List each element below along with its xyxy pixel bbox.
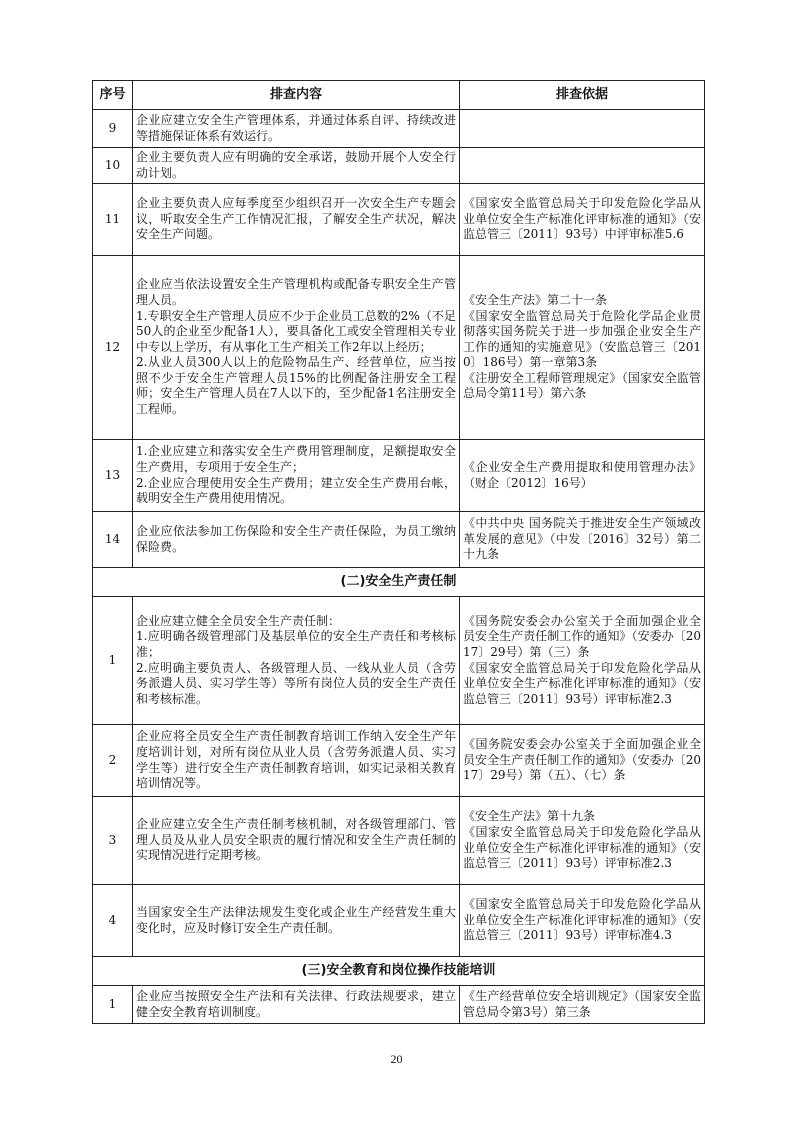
row-number: 11 (93, 184, 133, 256)
row-number: 2 (93, 725, 133, 797)
row-number: 4 (93, 885, 133, 957)
table-header-row (93, 81, 705, 110)
row-content: 企业应建立健全全员安全生产责任制： 1.应明确各级管理部门及基层单位的安全生产责任和考核标准； 2.应明确主要负责人、各级管理人员、一线从业人员（含劳务派遣人员、实习学生等）等所有岗位人员的安全生产责任和考核标准。 (133, 597, 460, 725)
row-number: 1 (93, 986, 133, 1024)
row-content: 企业应当按照安全生产法和有关法律、行政法规要求，建立健全安全教育培训制度。 (133, 986, 460, 1024)
table-row (93, 440, 705, 512)
row-basis: 《企业安全生产费用提取和使用管理办法》（财企〔2012〕16号） (460, 440, 705, 512)
row-basis: 《国务院安委会办公室关于全面加强企业全员安全生产责任制工作的通知》（安委办〔2017〕29号）第（五）、（七）条 (460, 725, 705, 797)
row-content: 企业应当依法设置安全生产管理机构或配备专职安全生产管理人员。 1.专职安全生产管理人员应不少于企业员工总数的2%（不足50人的企业至少配备1人），要具备化工或安全管理相关专业中专以上学历，有从事化工生产相关工作2年以上经历； 2.从业人员300人以上的危险物品生产、经营单位，应当按照不少于安全生产管理人员15%的比例配备注册安全工程师；安全生产管理人员在7人以下的，至少配备1名注册安全工程师。 (133, 256, 460, 440)
header-basis: 排查依据 (460, 81, 705, 110)
row-basis: 《国家安全监管总局关于印发危险化学品从业单位安全生产标准化评审标准的通知》（安监总管三〔2011〕93号）中评审标准5.6 (460, 184, 705, 256)
table-row (93, 148, 705, 184)
row-number: 10 (93, 148, 133, 184)
row-number: 9 (93, 110, 133, 148)
row-basis: 《国家安全监管总局关于印发危险化学品从业单位安全生产标准化评审标准的通知》（安监总管三〔2011〕93号）评审标准4.3 (460, 885, 705, 957)
table-row (93, 256, 705, 440)
row-content: 企业应将全员安全生产责任制教育培训工作纳入安全生产年度培训计划，对所有岗位从业人员（含劳务派遣人员、实习学生等）进行安全生产责任制教育培训，如实记录相关教育培训情况等。 (133, 725, 460, 797)
row-basis: 《安全生产法》第二十一条 《国家安全监管总局关于危险化学品企业贯彻落实国务院关于进一步加强企业安全生产工作的通知的实施意见》（安监总管三〔2010〕186号）第一章第3条 《注册安全工程师管理规定》（国家安全监管总局令第11号）第六条 (460, 256, 705, 440)
row-content: 企业应建立安全生产责任制考核机制，对各级管理部门、管理人员及从业人员安全职责的履行情况和安全生产责任制的实现情况进行定期考核。 (133, 797, 460, 885)
row-number: 12 (93, 256, 133, 440)
row-basis: 《国务院安委会办公室关于全面加强企业全员安全生产责任制工作的通知》（安委办〔2017〕29号）第（三）条 《国家安全监管总局关于印发危险化学品从业单位安全生产标准化评审标准的通知》（安监总管三〔2011〕93号）评审标准2.3 (460, 597, 705, 725)
section-heading-row (93, 568, 705, 597)
section-heading-row (93, 957, 705, 986)
row-content: 企业主要负责人应有明确的安全承诺，鼓励开展个人安全行动计划。 (133, 148, 460, 184)
row-basis: 《生产经营单位安全培训规定》（国家安全监管总局令第3号）第三条 (460, 986, 705, 1024)
table-row (93, 597, 705, 725)
section-title: (二)安全生产责任制 (93, 568, 705, 597)
row-basis (460, 148, 705, 184)
row-basis: 《安全生产法》第十九条 《国家安全监管总局关于印发危险化学品从业单位安全生产标准化评审标准的通知》（安监总管三〔2011〕93号）评审标准2.3 (460, 797, 705, 885)
table-row (93, 184, 705, 256)
section-title: (三)安全教育和岗位操作技能培训 (93, 957, 705, 986)
header-seq: 序号 (93, 81, 133, 110)
row-number: 1 (93, 597, 133, 725)
document-page (92, 80, 704, 1024)
table-row (93, 725, 705, 797)
table-row (93, 986, 705, 1024)
row-content: 企业应依法参加工伤保险和安全生产责任保险，为员工缴纳保险费。 (133, 512, 460, 568)
row-number: 13 (93, 440, 133, 512)
row-number: 14 (93, 512, 133, 568)
row-content: 1.企业应建立和落实安全生产费用管理制度，足额提取安全生产费用，专项用于安全生产； 2.企业应合理使用安全生产费用；建立安全生产费用台帐，载明安全生产费用使用情况。 (133, 440, 460, 512)
row-basis (460, 110, 705, 148)
page-number: 20 (390, 1052, 403, 1066)
inspection-table (92, 80, 705, 1024)
header-content: 排查内容 (133, 81, 460, 110)
row-content: 企业应建立安全生产管理体系，并通过体系自评、持续改进等措施保证体系有效运行。 (133, 110, 460, 148)
row-number: 3 (93, 797, 133, 885)
row-basis: 《中共中央 国务院关于推进安全生产领域改革发展的意见》（中发〔2016〕32号）第二十九条 (460, 512, 705, 568)
table-row (93, 797, 705, 885)
table-row (93, 512, 705, 568)
table-row (93, 110, 705, 148)
row-content: 企业主要负责人应每季度至少组织召开一次安全生产专题会议，听取安全生产工作情况汇报，了解安全生产状况，解决安全生产问题。 (133, 184, 460, 256)
row-content: 当国家安全生产法律法规发生变化或企业生产经营发生重大变化时，应及时修订安全生产责任制。 (133, 885, 460, 957)
table-row (93, 885, 705, 957)
